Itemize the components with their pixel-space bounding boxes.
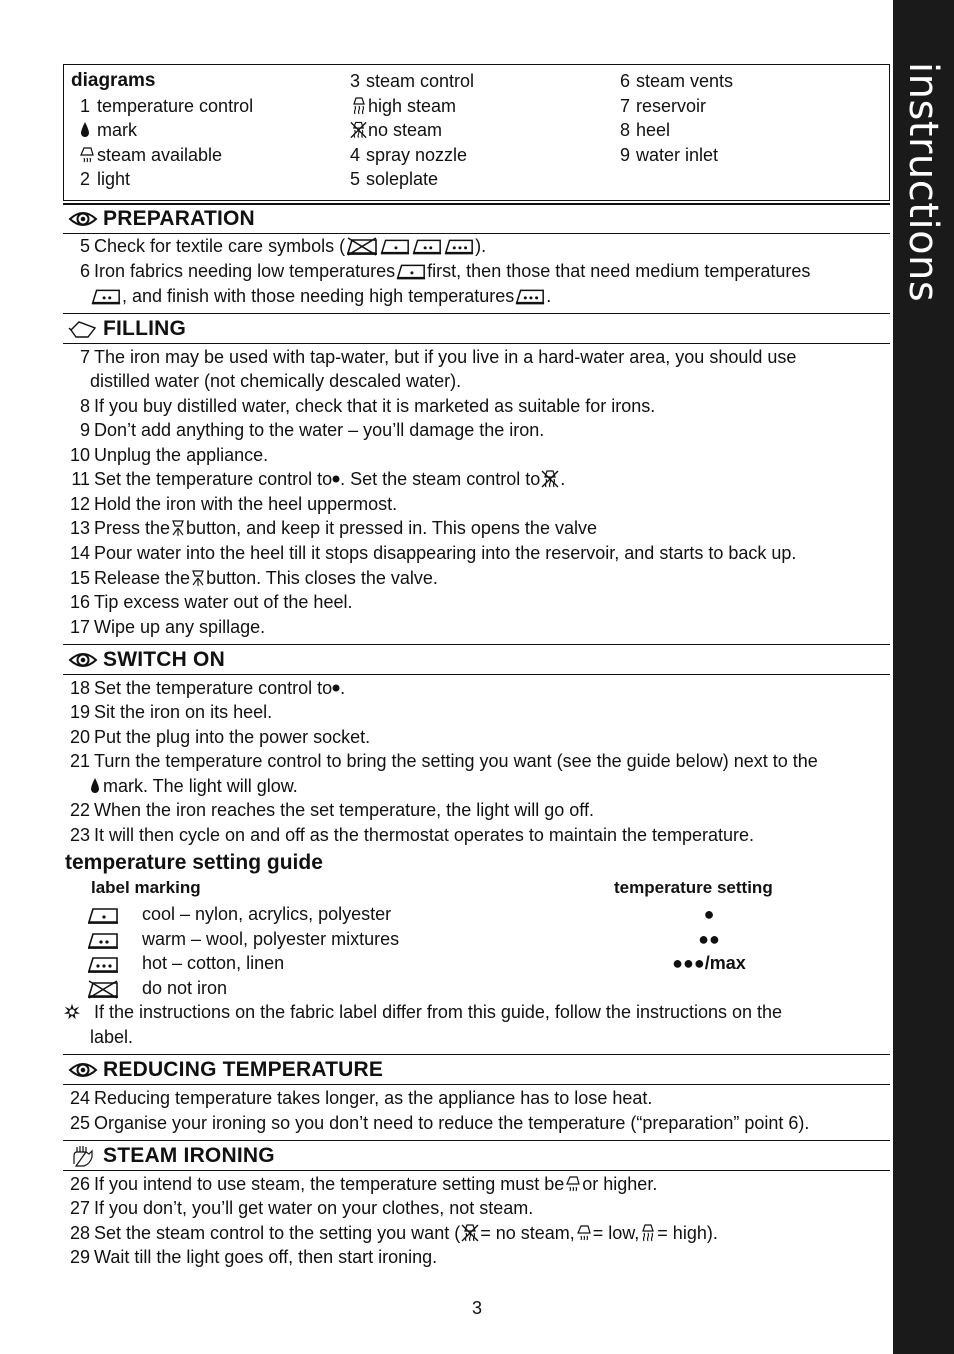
iron-2dot-icon xyxy=(90,286,122,306)
dot-icon xyxy=(332,684,340,692)
list-item: 28 Set the steam control to the setting you want ( = no steam, = low, = high). xyxy=(69,1223,718,1243)
dot-icon xyxy=(332,475,340,483)
list-item: 18 Set the temperature control to . xyxy=(69,678,346,698)
section-title: SWITCH ON xyxy=(103,647,225,671)
list-item: 24 Reducing temperature takes longer, as the appliance has to lose heat. xyxy=(69,1088,653,1108)
section-title: PREPARATION xyxy=(103,206,255,230)
steam-high-icon xyxy=(639,1223,657,1243)
diagrams-box xyxy=(63,64,890,201)
section-steam-header xyxy=(63,1140,890,1171)
diagrams-col-3 xyxy=(619,69,733,167)
iron-3dot-icon xyxy=(514,286,546,306)
section-switch-on-header xyxy=(63,644,890,675)
guide-col-label-header: label marking xyxy=(91,878,201,897)
list-item: 27 If you don’t, you’ll get water on your clothes, not steam. xyxy=(69,1198,534,1218)
guide-row: do not iron xyxy=(86,976,866,1001)
list-item: 9 Don’t add anything to the water – you’ll damage the iron. xyxy=(79,420,545,440)
drop-icon xyxy=(90,777,100,795)
diagram-item: 4 spray nozzle xyxy=(349,144,468,165)
diagram-item: 7 reservoir xyxy=(619,95,707,116)
guide-row: cool – nylon, acrylics, polyester ● xyxy=(86,902,866,927)
page-number: 3 xyxy=(471,1298,482,1318)
list-item: 7 The iron may be used with tap-water, but if you live in a hard-water area, you should use xyxy=(79,347,797,367)
list-item: 19 Sit the iron on its heel. xyxy=(69,702,273,722)
list-item: 11 Set the temperature control to . Set the steam control to . xyxy=(71,469,566,489)
spray-button-icon xyxy=(170,519,186,537)
eye-icon xyxy=(68,650,98,670)
list-item: 15 Release the button. This closes the valve. xyxy=(69,568,438,588)
list-item-continuation: distilled water (not chemically descaled water). xyxy=(90,371,462,391)
diagram-item: steam available xyxy=(71,143,253,168)
diagram-item: 6 steam vents xyxy=(619,71,734,91)
eye-icon xyxy=(68,1060,98,1080)
diagram-item: 3 steam control xyxy=(349,71,475,91)
diagrams-title: diagrams xyxy=(71,70,156,91)
do-not-iron-icon xyxy=(86,979,120,999)
diagram-item: 9 water inlet xyxy=(619,144,719,165)
list-item: 20 Put the plug into the power socket. xyxy=(69,727,371,747)
diagram-item: 5 soleplate xyxy=(349,169,439,190)
iron-1dot-icon xyxy=(86,905,120,925)
guide-note-continuation: label. xyxy=(90,1027,134,1047)
iron-3dot-icon xyxy=(443,236,475,256)
list-item: 13 Press the button, and keep it pressed in. This opens the valve xyxy=(69,518,597,538)
iron-1dot-icon xyxy=(379,236,411,256)
guide-row: warm – wool, polyester mixtures ●● xyxy=(86,927,866,952)
eye-icon xyxy=(68,209,98,229)
do-not-iron-icon xyxy=(345,236,379,256)
section-preparation-header xyxy=(63,203,890,234)
list-item: 17 Wipe up any spillage. xyxy=(69,617,266,637)
steam-low-icon xyxy=(78,145,96,165)
list-item: 6 Iron fabrics needing low temperatures first, then those that need medium temperatures xyxy=(79,261,811,281)
no-steam-icon xyxy=(540,469,560,489)
side-tab-label: instructions xyxy=(900,62,946,303)
diagram-item: 2 light xyxy=(79,169,131,190)
section-reducing-header xyxy=(63,1054,890,1085)
section-title: STEAM IRONING xyxy=(103,1143,275,1167)
section-title: FILLING xyxy=(103,316,187,340)
list-item: 29 Wait till the light goes off, then start ironing. xyxy=(69,1247,438,1267)
list-item: 22 When the iron reaches the set temperature, the light will go off. xyxy=(69,800,594,820)
section-filling-header xyxy=(63,313,890,344)
steam-low-icon xyxy=(575,1223,593,1243)
no-steam-icon xyxy=(460,1223,480,1243)
drop-icon xyxy=(80,121,90,139)
diagram-item: no steam xyxy=(349,118,474,143)
steam-low-icon xyxy=(564,1174,582,1194)
list-item: 10 Unplug the appliance. xyxy=(69,445,269,465)
no-steam-icon xyxy=(349,120,368,140)
diagram-item: high steam xyxy=(349,94,474,119)
diagram-item: 8 heel xyxy=(619,120,671,141)
list-item: 26 If you intend to use steam, the temperature setting must be or higher. xyxy=(69,1174,658,1194)
star-icon xyxy=(63,1003,81,1021)
list-item: 23 It will then cycle on and off as the thermostat operates to maintain the temperature. xyxy=(69,825,755,845)
steam-high-icon xyxy=(350,96,368,116)
section-title: REDUCING TEMPERATURE xyxy=(103,1057,384,1081)
list-item-continuation: , and finish with those needing high temperatures . xyxy=(90,284,551,309)
spray-button-icon xyxy=(190,569,206,587)
list-item: 25 Organise your ironing so you don’t need to reduce the temperature (“preparation” point 6). xyxy=(69,1113,810,1133)
diagrams-col-1 xyxy=(71,69,253,192)
iron-2dot-icon xyxy=(411,236,443,256)
guide-row: hot – cotton, linen ●●●/max xyxy=(86,951,866,976)
list-item: 16 Tip excess water out of the heel. xyxy=(69,592,353,612)
jug-icon xyxy=(68,318,98,340)
iron-2dot-icon xyxy=(86,930,120,950)
iron-3dot-icon xyxy=(86,954,120,974)
iron-1dot-icon xyxy=(395,261,427,281)
diagrams-col-2 xyxy=(349,69,474,192)
list-item-continuation: mark. The light will glow. xyxy=(90,774,298,799)
guide-col-setting-header: temperature setting xyxy=(614,878,773,897)
list-item: 14 Pour water into the heel till it stops disappearing into the reservoir, and starts to back up. xyxy=(69,543,797,563)
side-tab xyxy=(893,0,954,1354)
hand-icon xyxy=(70,1144,96,1168)
list-item: 8 If you buy distilled water, check that it is marketed as suitable for irons. xyxy=(79,396,656,416)
diagram-item: mark xyxy=(71,118,253,143)
diagram-item: 1 temperature control xyxy=(79,95,254,116)
list-item: 12 Hold the iron with the heel uppermost. xyxy=(69,494,398,514)
guide-title: temperature setting guide xyxy=(65,851,323,874)
list-item: 5 Check for textile care symbols ( ). xyxy=(79,236,487,256)
list-item: 21 Turn the temperature control to bring the setting you want (see the guide below) next to the xyxy=(69,751,818,771)
guide-note: If the instructions on the fabric label differ from this guide, follow the instructions on the xyxy=(63,1000,782,1025)
